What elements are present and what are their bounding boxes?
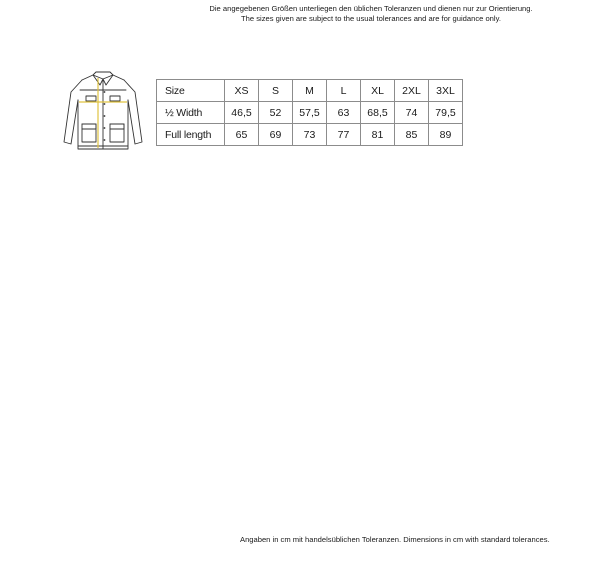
size-cell: S bbox=[259, 80, 293, 102]
table-row-half-width bbox=[157, 102, 463, 124]
row-label-half-width: ½ Width bbox=[157, 102, 225, 124]
table-row-size bbox=[157, 80, 463, 102]
length-cell: 89 bbox=[429, 124, 463, 146]
width-cell: 57,5 bbox=[293, 102, 327, 124]
width-cell: 63 bbox=[327, 102, 361, 124]
tolerance-note-de: Die angegebenen Größen unterliegen den üblichen Toleranzen und dienen nur zur Orientierung. bbox=[209, 4, 533, 13]
size-table bbox=[156, 79, 463, 146]
length-cell: 81 bbox=[361, 124, 395, 146]
size-cell: XS bbox=[225, 80, 259, 102]
length-cell: 85 bbox=[395, 124, 429, 146]
length-cell: 69 bbox=[259, 124, 293, 146]
dimensions-note: Angaben in cm mit handelsüblichen Toleranzen. Dimensions in cm with standard tolerances. bbox=[240, 535, 550, 544]
length-cell: 77 bbox=[327, 124, 361, 146]
size-cell: L bbox=[327, 80, 361, 102]
length-cell: 73 bbox=[293, 124, 327, 146]
size-cell: M bbox=[293, 80, 327, 102]
size-cell: 3XL bbox=[429, 80, 463, 102]
size-cell: 2XL bbox=[395, 80, 429, 102]
row-label-full-length: Full length bbox=[157, 124, 225, 146]
tolerance-note bbox=[180, 4, 562, 24]
row-label-size: Size bbox=[157, 80, 225, 102]
tolerance-note-en: The sizes given are subject to the usual tolerances and are for guidance only. bbox=[241, 14, 501, 23]
jacket-measurement-icon bbox=[60, 70, 146, 152]
size-cell: XL bbox=[361, 80, 395, 102]
width-cell: 68,5 bbox=[361, 102, 395, 124]
width-cell: 74 bbox=[395, 102, 429, 124]
width-cell: 46,5 bbox=[225, 102, 259, 124]
table-row-full-length bbox=[157, 124, 463, 146]
width-cell: 52 bbox=[259, 102, 293, 124]
length-cell: 65 bbox=[225, 124, 259, 146]
width-cell: 79,5 bbox=[429, 102, 463, 124]
